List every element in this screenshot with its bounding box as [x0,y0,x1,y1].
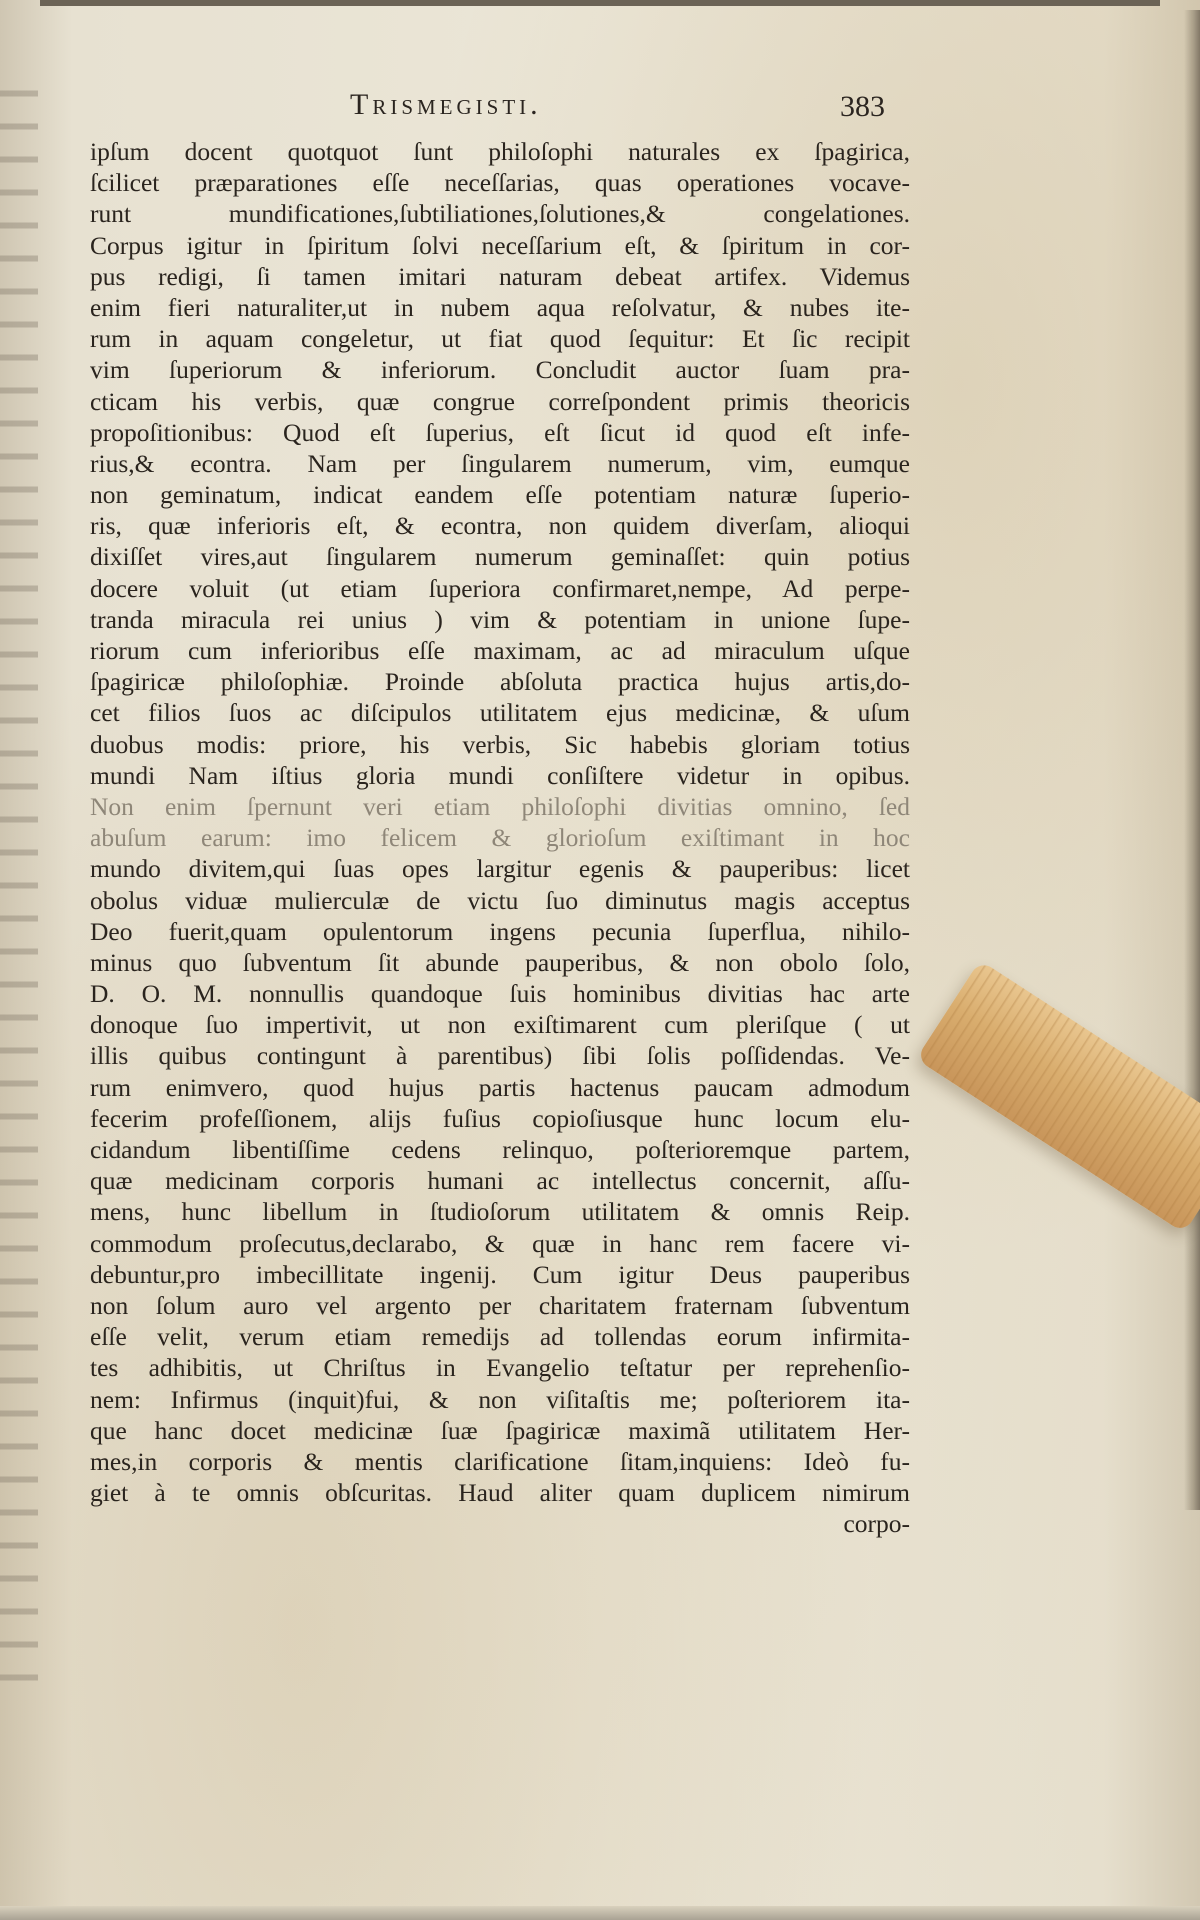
text-line: abuſum earum: imo felicem & glorioſum exiſtimant in hoc [90,823,910,853]
text-line: riorum cum inferioribus eſſe maximam, ac ad miraculum uſque [90,636,910,665]
text-line: ſpagiricæ philoſophiæ. Proinde abſoluta practica hujus artis,do- [90,667,910,697]
page-number: 383 [840,90,885,123]
text-line: donoque ſuo impertivit, ut non exiſtimarent cum pleriſque ( ut [90,1010,910,1040]
text-line: quæ medicinam corporis humani ac intellectus concernit, aſſu- [90,1166,910,1196]
text-line: non ſolum auro vel argento per charitatem fraternam ſubventum [90,1290,910,1320]
page-bottom-edge [0,1906,1200,1920]
text-line: ris, quæ inferioris eſt, & econtra, non quidem diverſam, alioqui [90,511,910,541]
text-line: tes adhibitis, ut Chriſtus in Evangelio teſtatur per reprehenſio- [90,1353,910,1383]
text-line: Non enim ſpernunt veri etiam philoſophi divitias omnino, ſed [90,791,910,821]
text-line: dixiſſet vires,aut ſingularem numerum geminaſſet: quin potius [90,542,910,572]
page-top-edge [40,0,1160,6]
text-line: mens, hunc libellum in ſtudioſorum utilitatem & omnis Reip. [90,1197,910,1227]
text-line: rum enimvero, quod hujus partis hactenus paucam admodum [90,1072,910,1102]
wooden-stick [916,960,1200,1233]
text-line: Deo fuerit,quam opulentorum ingens pecunia ſuperflua, nihilo- [90,916,910,946]
text-line: mundo divitem,qui ſuas opes largitur egenis & pauperibus: licet [90,854,910,884]
body-text [90,136,910,1539]
text-line: ſcilicet præparationes eſſe neceſſarias, quas operationes vocave- [90,168,910,198]
text-line: tranda miracula rei unius ) vim & potentiam in unione ſupe- [90,604,910,634]
text-line: cticam his verbis, quæ congrue correſpondent primis theoricis [90,386,910,416]
text-line: minus quo ſubventum ſit abunde pauperibus, & non obolo ſolo, [90,947,910,977]
text-line: fecerim profeſſionem, alijs fuſius copioſiusque hunc locum elu- [90,1103,910,1133]
running-head: Trismegisti. [350,88,542,121]
text-line: non geminatum, indicat eandem eſſe potentiam naturæ ſuperio- [90,480,910,510]
text-line: giet à te omnis obſcuritas. Haud aliter quam duplicem nimirum [90,1478,910,1508]
text-line: vim ſuperiorum & inferiorum. Concludit auctor ſuam pra- [90,355,910,385]
text-line: docere voluit (ut etiam ſuperiora confirmaret,nempe, Ad perpe- [90,573,910,603]
text-line: nem: Infirmus (inquit)fui, & non viſitaſtis me; poſteriorem ita- [90,1384,910,1414]
text-line: rum in aquam congeletur, ut fiat quod ſequitur: Et ſic recipit [90,324,910,354]
text-line: Corpus igitur in ſpiritum ſolvi neceſſarium eſt, & ſpiritum in cor- [90,230,910,260]
page-right-edge [1184,10,1200,1510]
text-line: cet filios ſuos ac diſcipulos utilitatem ejus medicinæ, & uſum [90,698,910,728]
text-line: mes,in corporis & mentis clarificatione ſitam,inquiens: Ideò fu- [90,1446,910,1476]
text-line: runt mundificationes,ſubtiliationes,ſolutiones,& congelationes. [90,199,910,229]
catchword: corpo- [843,1509,910,1539]
text-line: eſſe velit, verum etiam remedijs ad tollendas eorum infirmita- [90,1322,910,1352]
text-line: illis quibus contingunt à parentibus) ſibi ſolis poſſidendas. Ve- [90,1041,910,1071]
text-line: duobus modis: priore, his verbis, Sic habebis gloriam totius [90,729,910,759]
text-line: D. O. M. nonnullis quandoque ſuis hominibus divitias hac arte [90,979,910,1009]
text-line: rius,& econtra. Nam per ſingularem numerum, vim, eumque [90,448,910,478]
text-line: propoſitionibus: Quod eſt ſuperius, eſt ſicut id quod eſt infe- [90,417,910,447]
text-line: que hanc docet medicinæ ſuæ ſpagiricæ maximã utilitatem Her- [90,1415,910,1445]
text-line: commodum proſecutus,declarabo, & quæ in hanc rem facere vi- [90,1228,910,1258]
text-line: obolus viduæ mulierculæ de victu ſuo diminutus magis acceptus [90,885,910,915]
binding-margin [0,80,38,1700]
text-line: cidandum libentiſſime cedens relinquo, poſterioremque partem, [90,1135,910,1164]
text-line: debuntur,pro imbecillitate ingenij. Cum igitur Deus pauperibus [90,1259,910,1289]
text-line: ipſum docent quotquot ſunt philoſophi naturales ex ſpagirica, [90,137,910,166]
text-line: enim fieri naturaliter,ut in nubem aqua reſolvatur, & nubes ite- [90,292,910,322]
text-line: mundi Nam iſtius gloria mundi conſiſtere videtur in opibus. [90,760,910,790]
text-line: pus redigi, ſi tamen imitari naturam debeat artifex. Videmus [90,261,910,291]
